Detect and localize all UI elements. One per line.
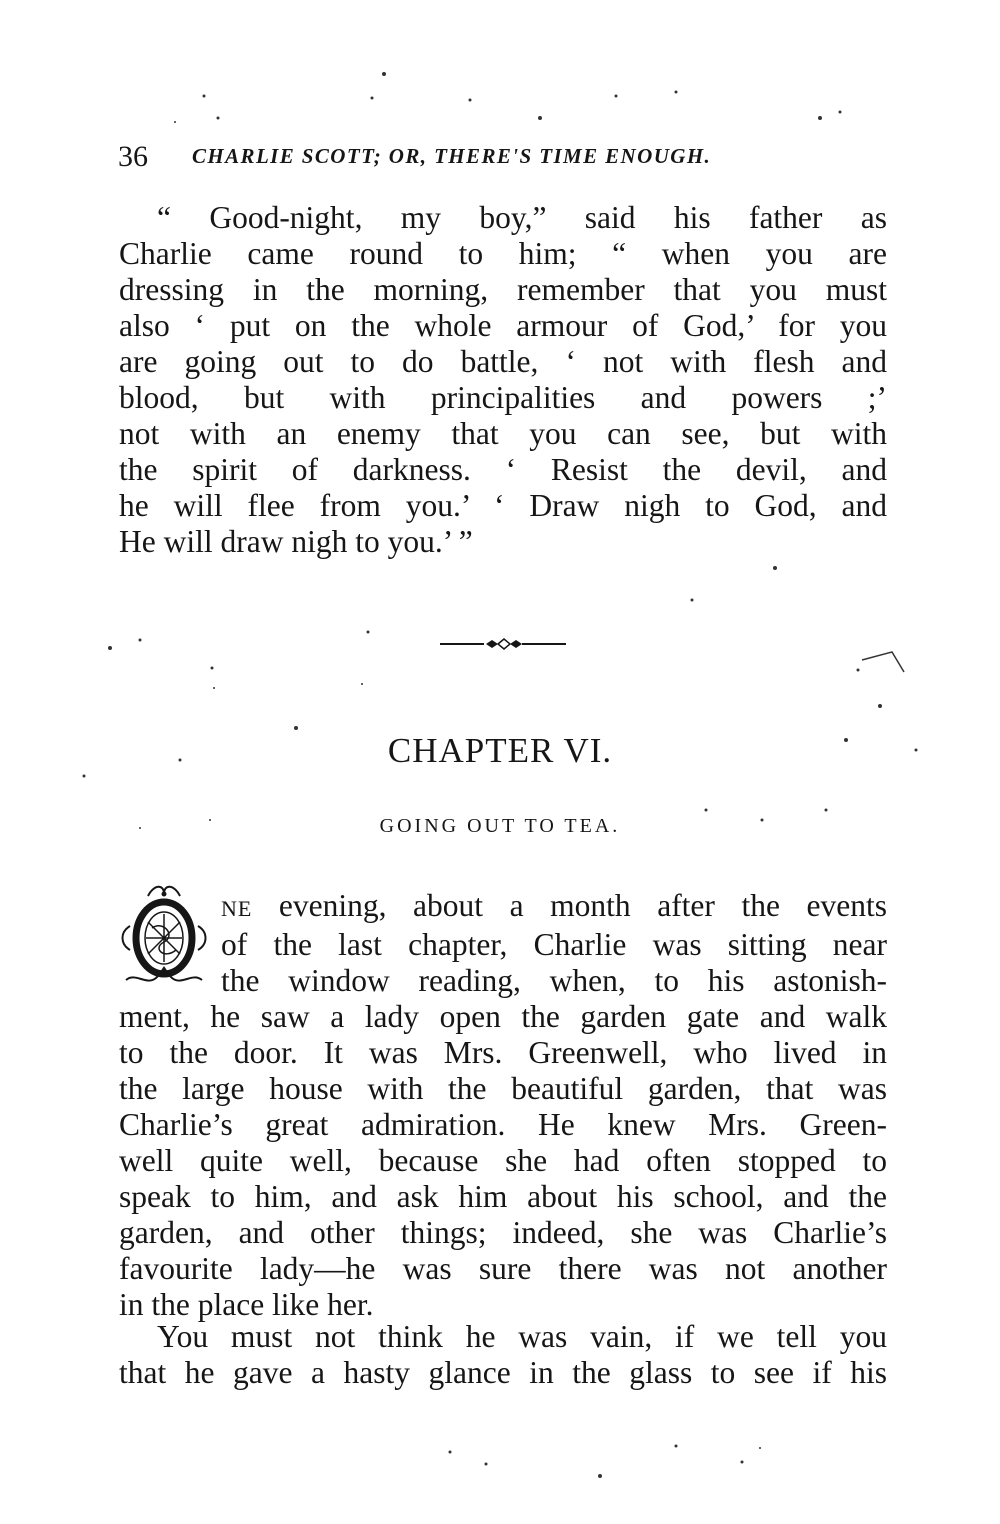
text-line: that he gave a hasty glance in the glass to see if his: [119, 1355, 887, 1390]
text-line: the window reading, when, to his astonish-: [221, 963, 887, 998]
paragraph-2: [119, 888, 887, 1323]
text-line: the large house with the beautiful garden, that was: [119, 1071, 887, 1106]
section-ornament: [440, 636, 566, 652]
running-title: CHARLIE SCOTT; OR, THERE'S TIME ENOUGH.: [192, 144, 712, 168]
text-line: ment, he saw a lady open the garden gate and walk: [119, 999, 887, 1034]
text-line: in the place like her.: [119, 1287, 374, 1322]
text-line: are going out to do battle, ‘ not with flesh and: [119, 344, 887, 379]
chapter-title: CHAPTER VI.: [387, 731, 613, 770]
text-line: to the door. It was Mrs. Greenwell, who lived in: [119, 1035, 887, 1070]
text-line: of the last chapter, Charlie was sitting near: [221, 927, 887, 962]
text-line: also ‘ put on the whole armour of God,’ for you: [119, 308, 887, 343]
paragraph-1: [119, 200, 887, 560]
text-line: Charlie came round to him; “ when you are: [119, 236, 887, 271]
text-line: garden, and other things; indeed, she was Charlie’s: [119, 1215, 887, 1250]
small-caps-lead: NE: [221, 896, 253, 921]
drop-cap-letter: O: [116, 882, 117, 883]
text-line-first: [119, 888, 887, 927]
text-line: the spirit of darkness. ‘ Resist the devil, and: [119, 452, 887, 487]
text-line: “ Good-night, my boy,” said his father as: [157, 200, 887, 235]
text-line: well quite well, because she had often stopped to: [119, 1143, 887, 1178]
page-number: 36: [118, 140, 148, 173]
text-line: he will flee from you.’ ‘ Draw nigh to God, and: [119, 488, 887, 523]
first-line-text: evening, about a month after the events: [252, 888, 887, 923]
text-line: Charlie’s great admiration. He knew Mrs. Green-: [119, 1107, 887, 1142]
text-line: You must not think he was vain, if we tell you: [157, 1319, 887, 1354]
chapter-subtitle: GOING OUT TO TEA.: [379, 815, 621, 837]
text-line: favourite lady—he was sure there was not another: [119, 1251, 887, 1286]
text-line: He will draw nigh to you.’ ”: [119, 524, 473, 559]
running-head: [118, 140, 888, 176]
text-line: blood, but with principalities and powers ;’: [119, 380, 887, 415]
text-line: speak to him, and ask him about his school, and the: [119, 1179, 887, 1214]
paragraph-3: [119, 1319, 887, 1391]
text-line: dressing in the morning, remember that you must: [119, 272, 887, 307]
text-line: not with an enemy that you can see, but with: [119, 416, 887, 451]
